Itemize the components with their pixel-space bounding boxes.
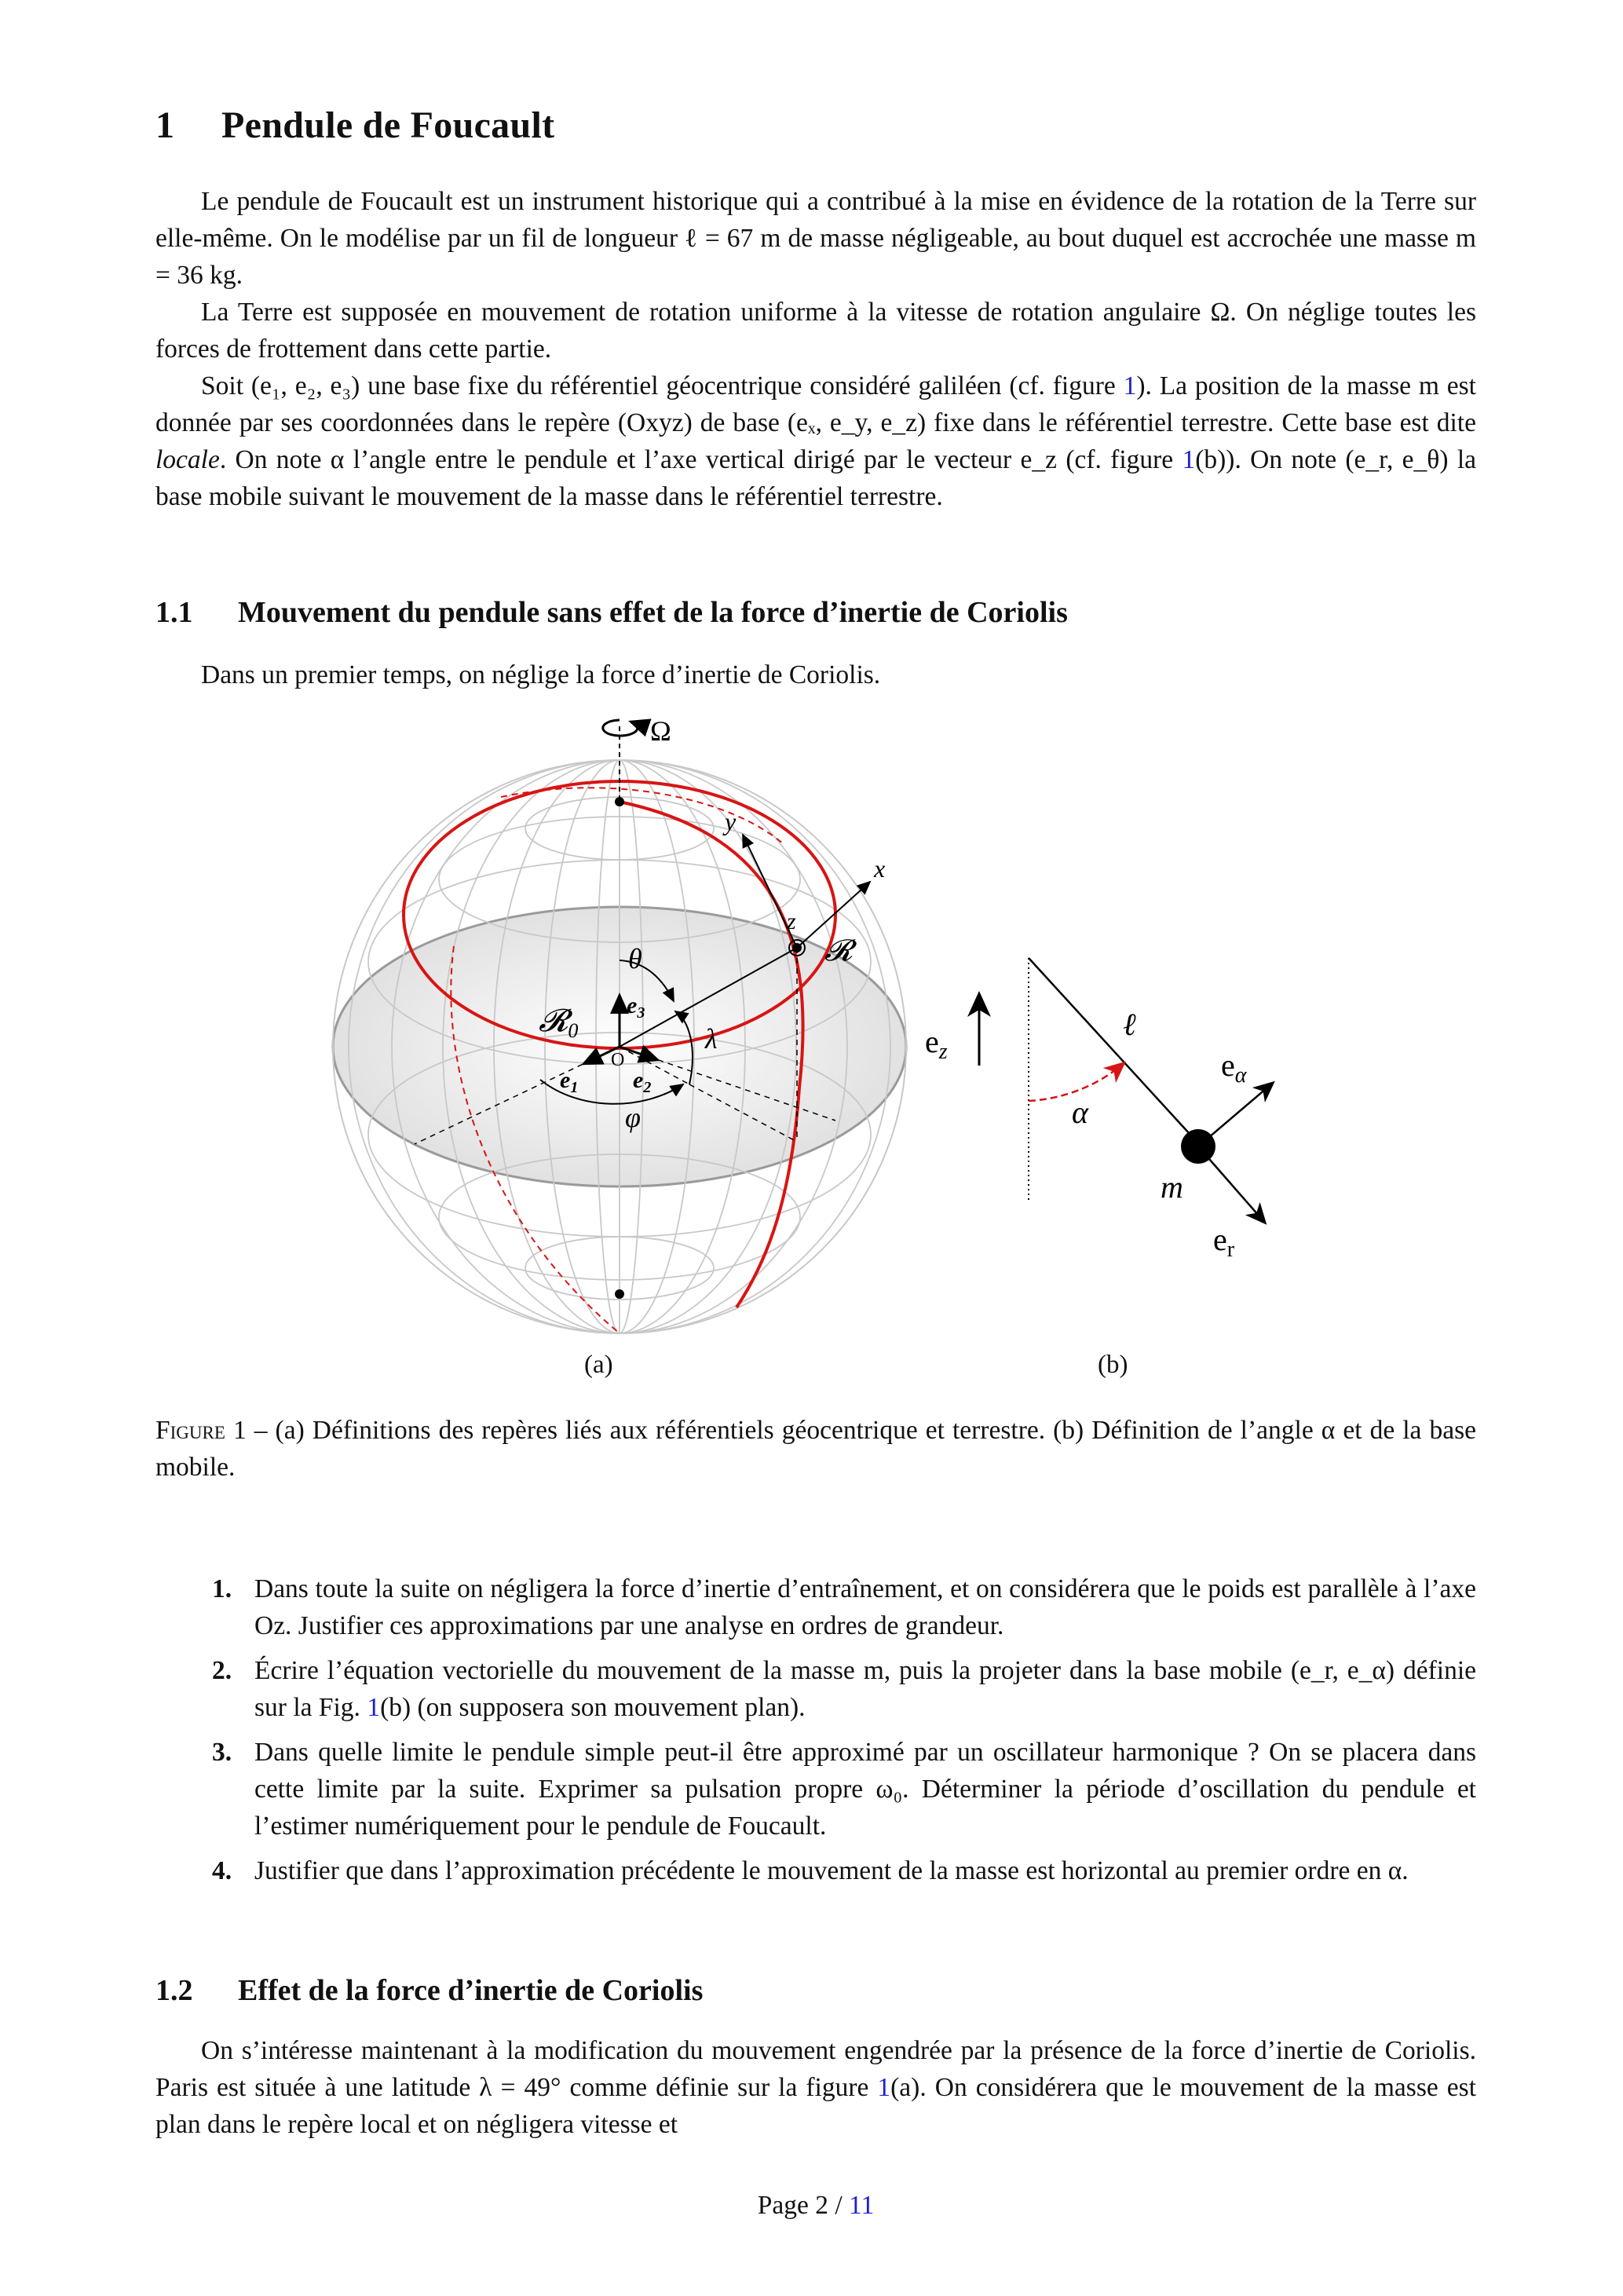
ez-label: $e_z$ <box>925 1024 948 1064</box>
question-text: (b) (on supposera son mouvement plan). <box>380 1693 806 1722</box>
figure-1 <box>155 711 1476 1402</box>
origin-label: O <box>611 1050 625 1070</box>
subsection-number: 1.1 <box>155 596 193 629</box>
theta-label: θ <box>628 943 642 974</box>
intro-p3-text-b: ). La position de la masse m est donnée par ses coordonnées dans le repère (Oxyz) de base (eₓ, e_y, e_z) fixe dans le référentiel terrestre. Cette base est dite <box>155 371 1476 437</box>
e3-label: $e_3$ <box>627 993 645 1022</box>
question-text: Dans quelle limite le pendule simple peut-il être approximé par un oscillateur harmonique ? On se placera dans cette limite par la suite. Exprimer sa pulsation propre ω₀. Déterminer la période d’oscillation du pendule et l’estimer numériquement pour le pendule de Foucault. <box>254 1738 1476 1841</box>
x-axis-label: x <box>874 854 886 883</box>
intro-p3-text-d: (b)). On note (e_r, e_θ) la base mobile suivant le mouvement de la masse dans le référentiel terrestre. <box>155 445 1476 511</box>
page-footer <box>155 2191 1476 2221</box>
question-text: Dans toute la suite on négligera la force d’inertie d’entraînement, et on considérera que le poids est parallèle à l’axe Oz. Justifier ces approximations par une analyse en ordres de grandeur. <box>254 1574 1476 1640</box>
paragraph-text-b: (a). On considérera que le mouvement de la masse est plan dans le repère local et on négligera vitesse et <box>155 2073 1476 2139</box>
alpha-label: α <box>1072 1095 1088 1130</box>
intro-p3-text-c: . On note α l’angle entre le pendule et l’axe vertical dirigé par le vecteur e_z (cf. figure <box>219 445 1183 474</box>
subsection-heading-1-2 <box>155 1973 703 2008</box>
sphere-diagram <box>297 711 941 1370</box>
phi-label: φ <box>625 1102 641 1133</box>
y-axis-label: y <box>725 807 737 835</box>
section-number: 1 <box>155 104 175 146</box>
er-label: $e_r$ <box>1213 1222 1235 1262</box>
question-list <box>155 1570 1476 1897</box>
subsection-1-2-paragraph <box>155 2032 1476 2143</box>
section-title: Pendule de Foucault <box>221 104 555 146</box>
total-pages-link[interactable]: 11 <box>849 2191 875 2220</box>
question-number: 2. <box>212 1656 232 1685</box>
figure-caption <box>155 1412 1476 1486</box>
section-heading <box>155 104 554 147</box>
question-number: 3. <box>212 1738 232 1767</box>
subsection-title: Mouvement du pendule sans effet de la force d’inertie de Coriolis <box>238 596 1068 629</box>
question-number: 4. <box>212 1856 232 1885</box>
intro-p3-text-a: Soit (e₁, e₂, e₃) une base fixe du référentiel géocentrique considéré galiléen (cf. figure <box>201 371 1124 400</box>
length-label: ℓ <box>1123 1007 1136 1042</box>
mass-label: m <box>1161 1169 1183 1205</box>
omega-label: Ω <box>650 715 671 747</box>
subsection-title: Effet de la force d’inertie de Coriolis <box>238 1974 704 2007</box>
figure-ref-link[interactable]: 1 <box>877 2073 891 2102</box>
question-item <box>155 1852 1476 1889</box>
question-item <box>155 1652 1476 1726</box>
intro-paragraph-3 <box>155 367 1476 515</box>
figure-ref-link[interactable]: 1 <box>367 1693 381 1722</box>
subsection-1-1-text: Dans un premier temps, on néglige la force d’inertie de Coriolis. <box>201 660 881 689</box>
r0-label: 𝓡$_0$ <box>539 1003 579 1042</box>
question-text: Justifier que dans l’approximation précédente le mouvement de la masse est horizontal au premier ordre en α. <box>254 1856 1409 1885</box>
question-text: Écrire l’équation vectorielle du mouvement de la masse m, puis la projeter dans la base mobile (e_r, e_α) définie sur la Fig. <box>254 1656 1476 1722</box>
lambda-label: λ <box>705 1023 718 1055</box>
local-frame-label: 𝓡 <box>824 934 853 967</box>
figure-caption-text: – (a) Définitions des repères liés aux référentiels géocentrique et terrestre. (b) Définition de l’angle α et de la base mobile. <box>155 1416 1476 1482</box>
subsection-heading-1-1 <box>155 595 1068 630</box>
question-item <box>155 1734 1476 1844</box>
intro-p3-locale: locale <box>155 445 220 474</box>
question-number: 1. <box>212 1574 232 1603</box>
e2-label: $e_2$ <box>633 1067 652 1096</box>
ealpha-label: $e_\alpha$ <box>1221 1047 1247 1088</box>
subsection-number: 1.2 <box>155 1974 193 2007</box>
intro-paragraph-1: Le pendule de Foucault est un instrument historique qui a contribué à la mise en évidence de la rotation de la Terre sur elle-même. On le modélise par un fil de longueur ℓ = 67 m de masse négligeable, au bout duquel est accrochée une masse m = 36 kg. <box>155 187 1476 290</box>
intro-paragraph-2: La Terre est supposée en mouvement de rotation uniforme à la vitesse de rotation angulaire Ω. On néglige toutes les forces de frottement dans cette partie. <box>155 298 1476 364</box>
figure-ref-link[interactable]: 1 <box>1123 371 1137 400</box>
subfigure-b-label: (b) <box>1098 1351 1128 1379</box>
pendulum-diagram <box>903 927 1311 1296</box>
paragraph-text-a: On s’intéresse maintenant à la modification du mouvement engendrée par la présence de la force d’inertie de Coriolis. Paris est située à une latitude λ = 49° comme définie sur la figure <box>155 2036 1476 2102</box>
figure-caption-prefix: Figure 1 <box>155 1416 247 1445</box>
page-number: Page 2 / <box>757 2191 850 2220</box>
e1-label: $e_1$ <box>560 1067 579 1096</box>
figure-ref-link[interactable]: 1 <box>1182 445 1196 474</box>
subfigure-a-label: (a) <box>584 1351 613 1379</box>
z-axis-label: z <box>787 909 796 934</box>
question-item <box>155 1570 1476 1644</box>
